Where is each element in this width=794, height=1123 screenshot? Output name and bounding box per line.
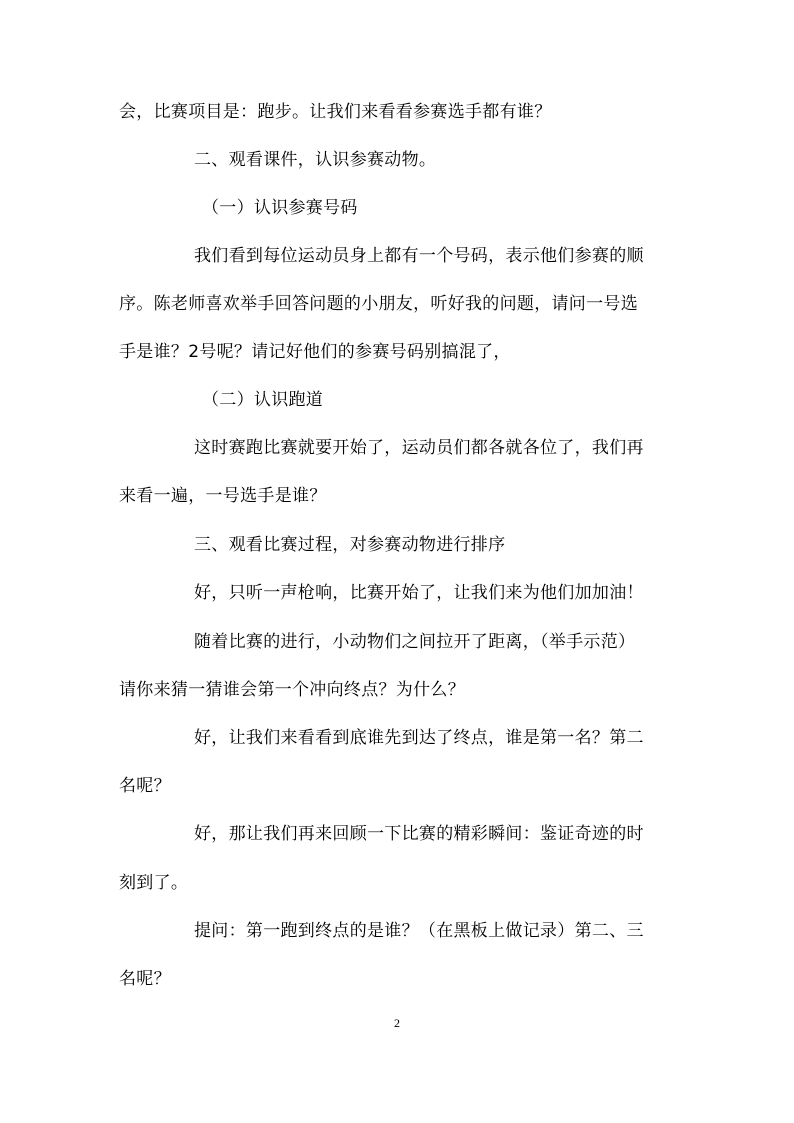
paragraph-line: 我们看到每位运动员身上都有一个号码，表示他们参赛的顺	[194, 246, 644, 266]
paragraph-line: 随着比赛的进行，小动物们之间拉开了距离，（举手示范）	[194, 632, 636, 652]
paragraph-line: 这时赛跑比赛就要开始了，运动员们都各就各位了，我们再	[194, 438, 644, 458]
page-number: 2	[394, 1016, 400, 1030]
paragraph-line: 会，比赛项目是：跑步。让我们来看看参赛选手都有谁？	[119, 102, 552, 122]
paragraph-line: 请你来猜一猜谁会第一个冲向终点？为什么？	[119, 680, 465, 700]
section-heading: 三、观看比赛过程，对参赛动物进行排序	[194, 535, 506, 555]
subsection-heading: （二）认识跑道	[202, 390, 324, 410]
paragraph-line: 好，让我们来看看到底谁先到达了终点，谁是第一名？第二	[194, 728, 644, 748]
paragraph-line: 手是谁？2号呢？请记好他们的参赛号码别搞混了，	[119, 342, 511, 362]
paragraph-line: 好，只听一声枪响，比赛开始了，让我们来为他们加加油！	[194, 583, 644, 603]
paragraph-line: 提问：第一跑到终点的是谁？（在黑板上做记录）第二、三	[194, 921, 644, 941]
paragraph-line: 刻到了。	[119, 873, 189, 893]
section-heading: 二、观看课件，认识参赛动物。	[194, 150, 437, 170]
paragraph-line: 好，那让我们再来回顾一下比赛的精彩瞬间：鉴证奇迹的时	[194, 824, 644, 844]
paragraph-line: 序。陈老师喜欢举手回答问题的小朋友，听好我的问题，请问一号选	[119, 294, 638, 314]
paragraph-line: 名呢？	[119, 969, 171, 989]
paragraph-line: 名呢？	[119, 776, 171, 796]
paragraph-line: 来看一遍，一号选手是谁？	[119, 486, 327, 506]
subsection-heading: （一）认识参赛号码	[202, 198, 358, 218]
